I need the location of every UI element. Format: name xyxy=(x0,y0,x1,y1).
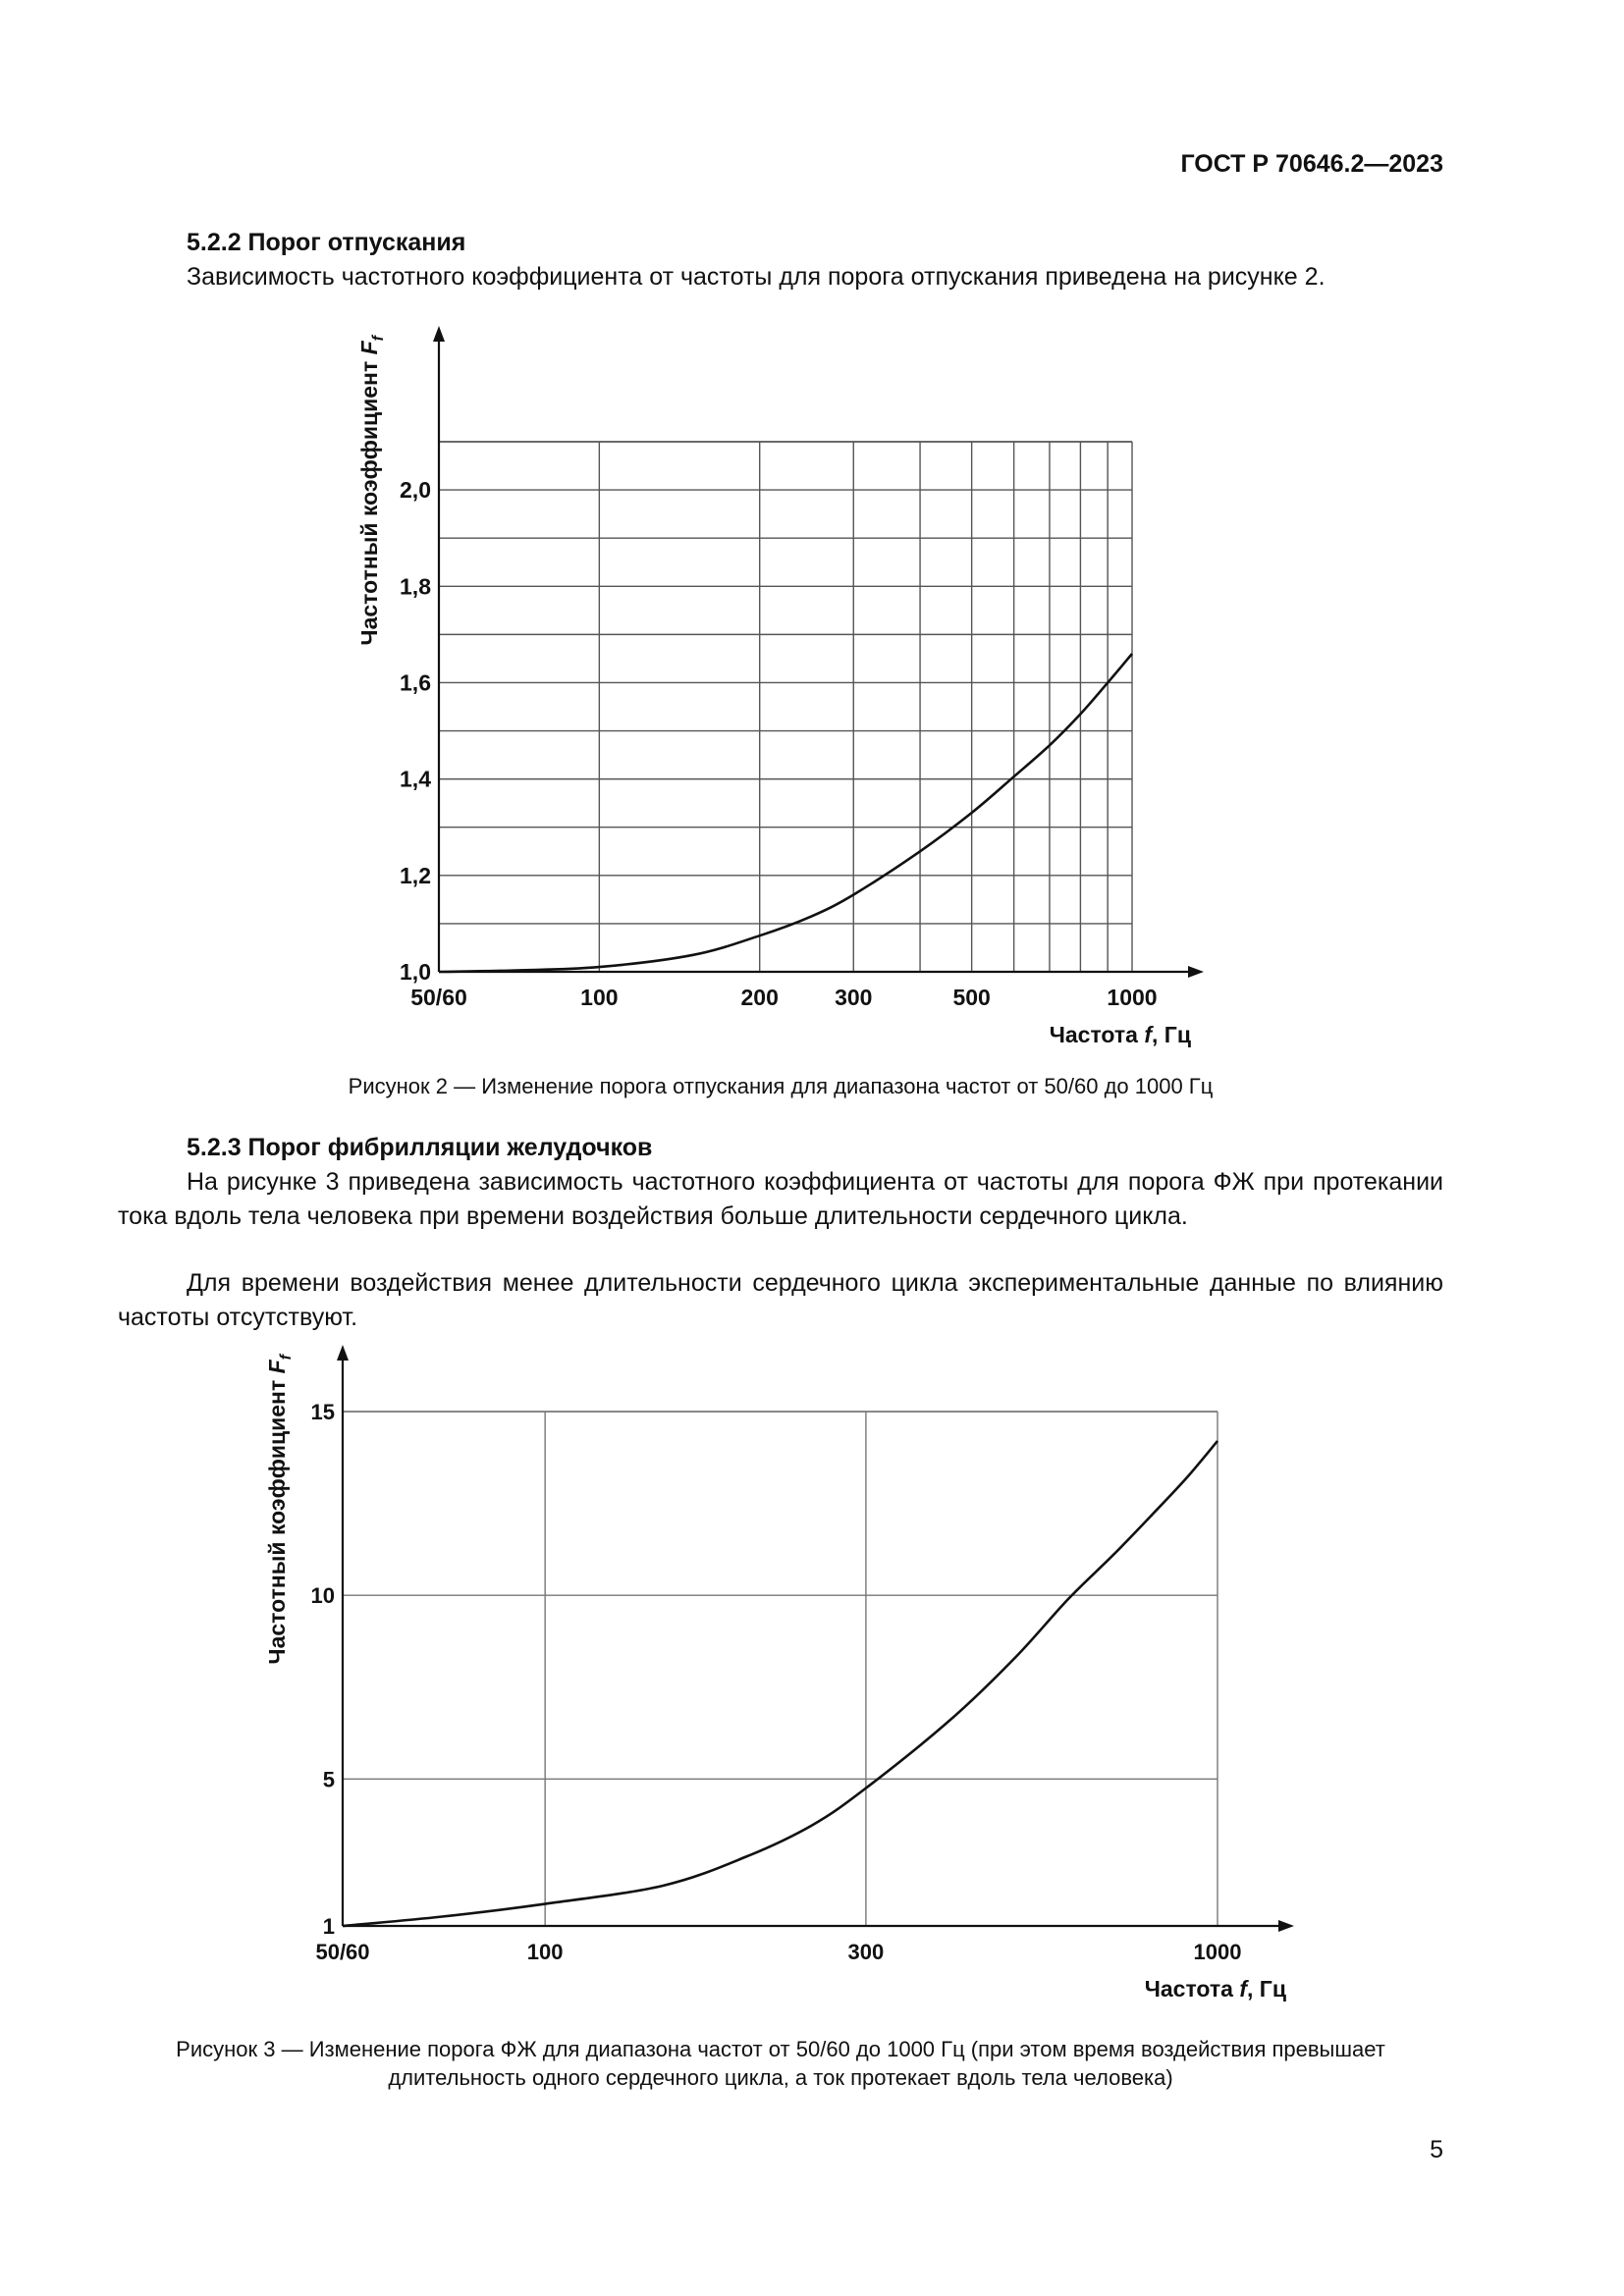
section-5-2-3-text-2: Для времени воздействия менее длительности сердечного цикла экспериментальные данные по влиянию частоты отсутствуют. xyxy=(118,1269,1443,1331)
x-tick-label: 50/60 xyxy=(410,985,467,1010)
y-axis-arrow xyxy=(433,326,445,342)
x-tick-label: 500 xyxy=(952,985,991,1010)
figure-3-caption: Рисунок 3 — Изменение порога ФЖ для диапазона частот от 50/60 до 1000 Гц (при этом время воздействия превышает длительность одного сердечного цикла, а ток протекает вдоль тела человека) xyxy=(176,2037,1385,2090)
y-axis-label: Частотный коэффициент $F_f$ xyxy=(264,1355,295,1665)
y-tick-label: 1,4 xyxy=(400,766,431,792)
x-tick-label: 100 xyxy=(526,1940,564,1964)
x-axis-arrow xyxy=(1188,966,1204,978)
x-axis-label: Частота f, Гц xyxy=(1144,1976,1286,2002)
x-axis-arrow xyxy=(1278,1920,1294,1932)
y-tick-label: 1,2 xyxy=(400,862,431,888)
x-tick-label: 50/60 xyxy=(315,1940,370,1964)
x-tick-label: 1000 xyxy=(1107,985,1158,1010)
figure-3-chart xyxy=(0,1335,1624,2022)
document-id-header: ГОСТ Р 70646.2—2023 xyxy=(1180,150,1443,178)
x-tick-label: 1000 xyxy=(1193,1940,1242,1964)
y-tick-label: 5 xyxy=(322,1767,335,1792)
x-tick-label: 200 xyxy=(740,985,779,1010)
y-tick-label: 1 xyxy=(322,1914,335,1939)
section-5-2-3-heading: 5.2.3 Порог фибрилляции желудочков xyxy=(187,1134,653,1161)
x-axis-label: Частота f, Гц xyxy=(1049,1022,1191,1047)
section-5-2-2-text: Зависимость частотного коэффициента от частоты для порога отпускания приведена на рисунке 2. xyxy=(187,263,1326,291)
y-tick-label: 1,6 xyxy=(400,669,431,696)
x-tick-label: 300 xyxy=(835,985,873,1010)
data-curve xyxy=(343,1441,1218,1926)
section-5-2-2-heading: 5.2.2 Порог отпускания xyxy=(187,229,466,256)
figure-2-chart xyxy=(0,314,1624,1060)
y-tick-label: 2,0 xyxy=(400,477,431,504)
y-tick-label: 10 xyxy=(310,1583,335,1609)
section-5-2-3-text-1: На рисунке 3 приведена зависимость частотного коэффициента от частоты для порога ФЖ при протекании тока вдоль тела человека при времени воздействия больше длительности сердечного цикла. xyxy=(118,1168,1443,1230)
y-tick-label: 15 xyxy=(310,1400,335,1424)
y-axis-arrow xyxy=(337,1345,349,1361)
x-tick-label: 300 xyxy=(847,1940,885,1964)
x-tick-label: 100 xyxy=(580,985,619,1010)
y-axis-label: Частотный коэффициент $F_f$ xyxy=(356,336,387,646)
figure-2-caption: Рисунок 2 — Изменение порога отпускания для диапазона частот от 50/60 до 1000 Гц xyxy=(348,1074,1214,1098)
y-tick-label: 1,0 xyxy=(400,959,431,985)
page-number: 5 xyxy=(1430,2136,1443,2163)
y-tick-label: 1,8 xyxy=(400,573,431,600)
